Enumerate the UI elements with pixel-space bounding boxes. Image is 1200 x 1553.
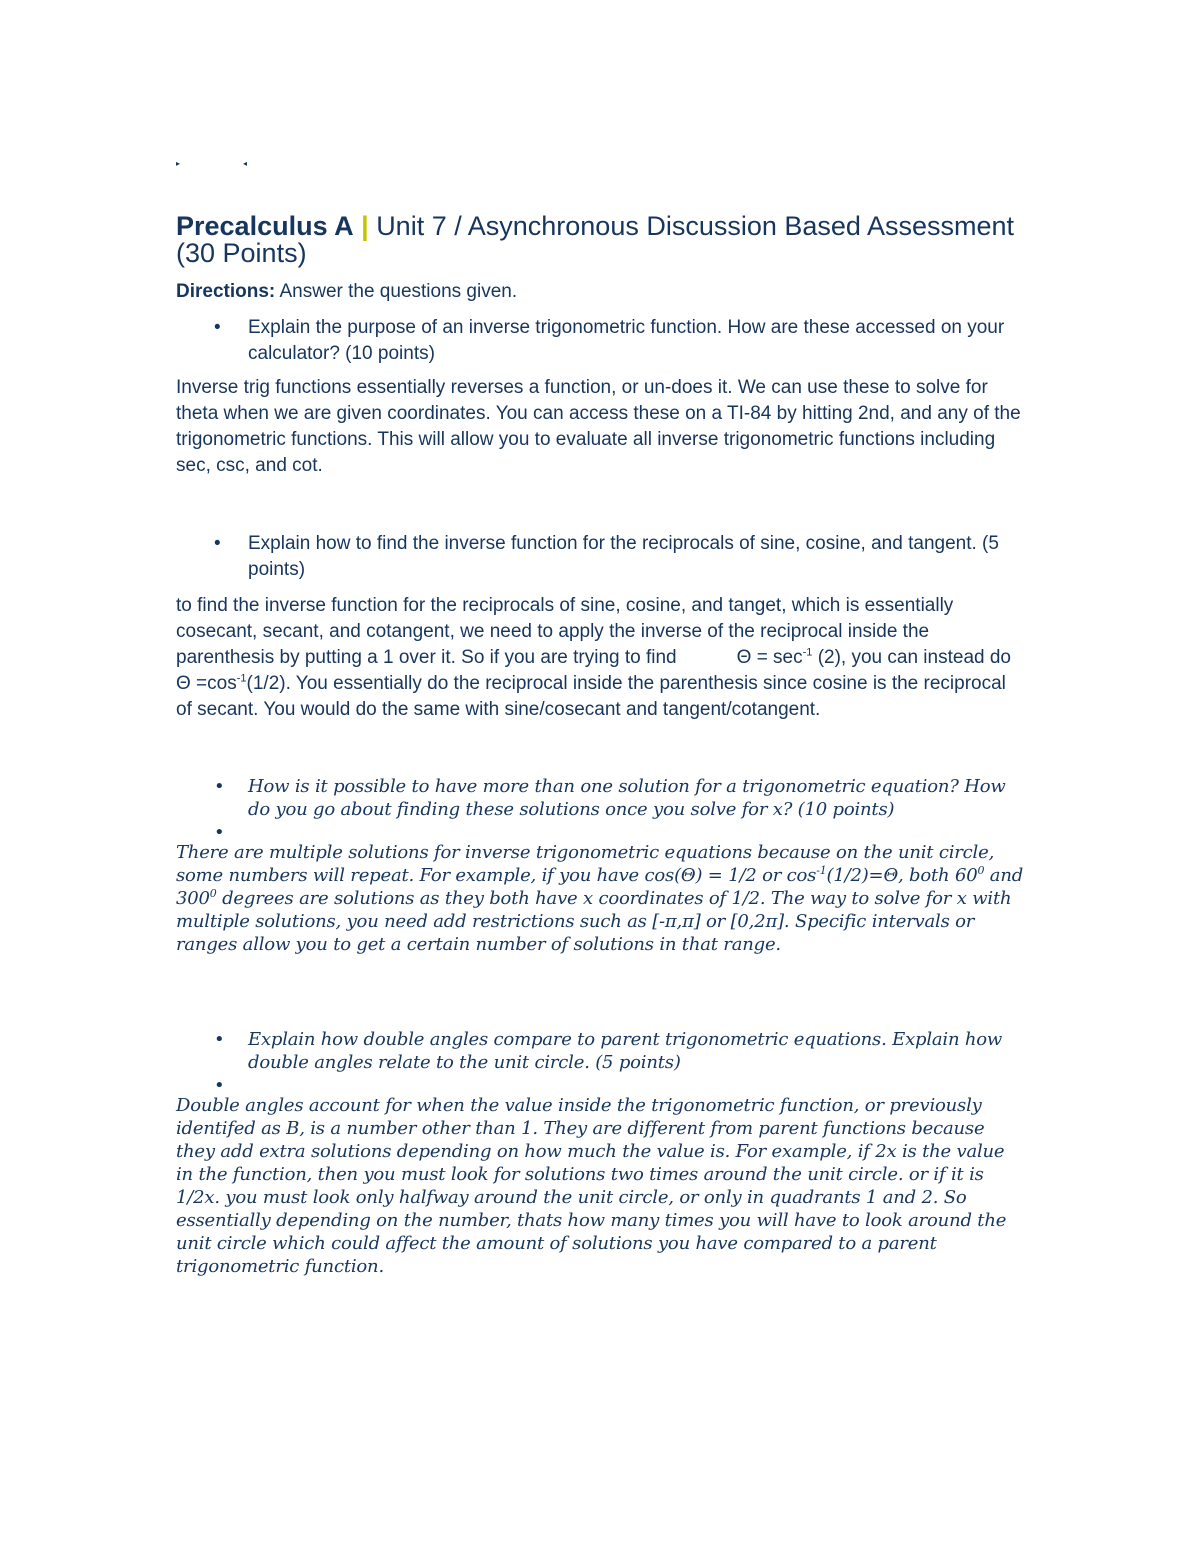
answer-3-sup-3: 0 xyxy=(209,887,217,900)
answer-2-theta: Θ xyxy=(736,647,752,668)
question-2-text: Explain how to find the inverse function for the reciprocals of sine, cosine, and tangent. (5 points) xyxy=(248,533,999,580)
question-4-prompt xyxy=(176,1028,1026,1074)
question-1-prompt xyxy=(176,315,1026,367)
document-title xyxy=(176,213,1026,267)
empty-bullet-item xyxy=(176,821,1026,843)
question-4 xyxy=(176,1028,1026,1096)
question-4-text: Explain how double angles compare to parent trigonometric equations. Explain how double angles relate to the unit circle. (5 points) xyxy=(248,1029,1003,1073)
header-marker-left: ▸ xyxy=(176,159,181,168)
answer-3-sup-1: -1 xyxy=(816,864,827,877)
bullet-icon: • xyxy=(214,1075,225,1096)
answer-2-sup-2: -1 xyxy=(236,672,247,685)
bullet-icon: • xyxy=(214,776,225,797)
answer-3-sup-2: 0 xyxy=(977,864,985,877)
answer-3-part-3: and 300 xyxy=(176,865,1024,909)
bullet-icon: • xyxy=(214,317,221,338)
answer-2-part-3: (2), you can instead do Θ =cos xyxy=(176,647,1011,694)
question-3-prompt xyxy=(176,775,1026,821)
answer-2-sup-1: -1 xyxy=(802,646,813,659)
answer-3 xyxy=(176,841,1026,956)
directions-label: Directions: xyxy=(176,281,276,302)
unit-title: Unit 7 / Asynchronous Discussion Based Assessment (30 Points) xyxy=(176,211,1014,268)
answer-3-part-1: There are multiple solutions for inverse trigonometric equations because on the unit circle, some numbers will repeat. For example, if you have cos(Θ) = 1/2 or cos xyxy=(176,842,995,886)
question-2-prompt xyxy=(176,531,1026,583)
answer-2-part-4: (1/2). You essentially do the reciprocal inside the parenthesis since cosine is the reciprocal of secant. You would do the same with sine/cosecant and tangent/cotangent. xyxy=(176,673,1006,720)
bullet-icon: • xyxy=(214,1029,225,1050)
answer-2-part-2: = sec xyxy=(756,647,803,668)
question-3-text: How is it possible to have more than one solution for a trigonometric equation? How do you go about finding these solutions once you solve for x? (10 points) xyxy=(248,776,1006,820)
directions-text: Answer the questions given. xyxy=(279,281,518,302)
question-1-text: Explain the purpose of an inverse trigonometric function. How are these accessed on your calculator? (10 points) xyxy=(248,317,1005,364)
question-1 xyxy=(176,315,1026,367)
answer-2 xyxy=(176,593,1026,723)
answer-3-part-4: degrees are solutions as they both have x coordinates of 1/2. The way to solve for x with multiple solutions, you need add restrictions such as [-π,π] or [0,2π]. Specific intervals or ranges allow you to get a certain number of solutions in that range. xyxy=(176,888,1012,955)
document-content xyxy=(176,213,1026,1278)
answer-2-part-1: to find the inverse function for the reciprocals of sine, cosine, and tanget, which is essentially cosecant, secant, and cotangent, we need to apply the inverse of the reciprocal inside the parenthesis by putting a 1 over it. So if you are trying to find xyxy=(176,595,954,668)
question-2 xyxy=(176,531,1026,583)
directions xyxy=(176,279,1026,305)
empty-bullet-item xyxy=(176,1074,1026,1096)
course-name: Precalculus A xyxy=(176,211,354,241)
header-marker-right: ◂ xyxy=(243,159,248,168)
bullet-icon: • xyxy=(214,533,221,554)
bullet-icon: • xyxy=(214,822,225,843)
title-separator: | xyxy=(361,211,369,241)
answer-1: Inverse trig functions essentially reverses a function, or un-does it. We can use these to solve for theta when we are given coordinates. You can access these on a TI-84 by hitting 2nd, and any of the trigonometric functions. This will allow you to evaluate all inverse trigonometric functions including sec, csc, and cot. xyxy=(176,377,1021,476)
answer-4: Double angles account for when the value inside the trigonometric function, or previously identifed as B, is a number other than 1. They are different from parent functions because they add extra solutions depending on how much the value is. For example, if 2x is the value in the function, then you must look for solutions two times around the unit circle. or if it is 1/2x. you must look only halfway around the unit circle, or only in quadrants 1 and 2. So essentially depending on the number, thats how many times you will have to look around the unit circle which could affect the amount of solutions you have compared to a parent trigonometric function. xyxy=(176,1095,1007,1277)
question-3 xyxy=(176,775,1026,843)
answer-3-part-2: (1/2)=Θ, both 60 xyxy=(826,865,978,886)
